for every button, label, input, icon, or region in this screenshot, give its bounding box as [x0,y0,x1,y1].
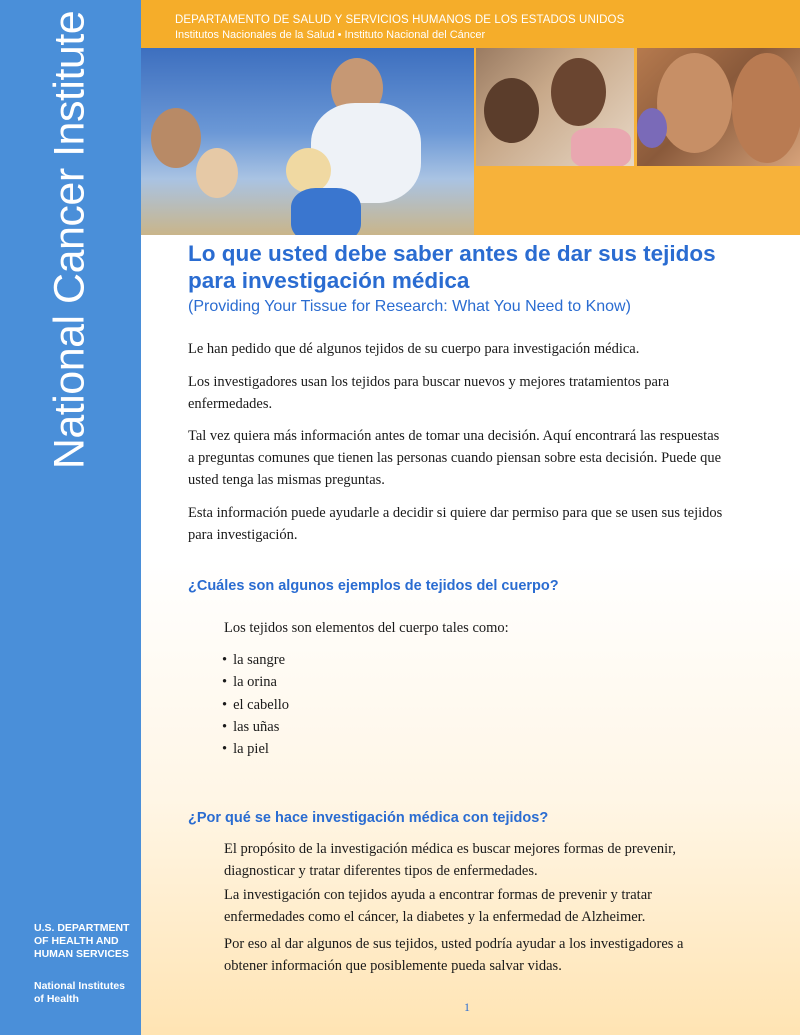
section-heading-why-research: ¿Por qué se hace investigación médica con tejidos? [188,810,549,826]
intro-paragraph: Tal vez quiera más información antes de tomar una decisión. Aquí encontrará las respuestas a preguntas comunes que tienen las personas cuando piensan sobre esta decisión. Puede que usted tenga las mismas preguntas. [188,428,722,488]
girls-photo [637,48,800,166]
list-item: • la piel [222,738,289,760]
research-paragraph: Por eso al dar algunos de sus tejidos, usted podría ayudar a los investigadores a obtener información que posiblemente pueda salvar vidas. [224,936,684,974]
header-band [141,0,800,48]
page-title: Lo que usted debe saber antes de dar sus tejidos para investigación médica [188,241,716,293]
list-item: • la sangre [222,649,289,671]
intro-paragraph: Los investigadores usan los tejidos para buscar nuevos y mejores tratamientos para enfermedades. [188,374,670,412]
page-subtitle: (Providing Your Tissue for Research: What You Need to Know) [188,298,631,315]
list-item: • el cabello [222,694,289,716]
photo-band [141,48,800,235]
list-item: • las uñas [222,716,289,738]
nih-label: National Institutes of Health [34,980,126,1005]
intro-paragraph: Le han pedido que dé algunos tejidos de su cuerpo para investigación médica. [188,341,640,357]
list-item: • la orina [222,671,289,693]
intro-paragraph: Esta información puede ayudarle a decidir si quiere dar permiso para que se usen sus tejidos para investigación. [188,505,723,543]
research-paragraph: El propósito de la investigación médica es buscar mejores formas de prevenir, diagnosticar y tratar diferentes tipos de enfermedades. [224,841,676,879]
tissue-lead: Los tejidos son elementos del cuerpo tales como: [224,620,509,636]
page-number: 1 [464,1000,470,1014]
sidebar [0,0,141,1035]
hhs-label: U.S. DEPARTMENT OF HEALTH AND HUMAN SERVICES [34,922,130,960]
family-photo [141,48,474,235]
elders-photo [476,48,634,166]
research-paragraph: La investigación con tejidos ayuda a encontrar formas de prevenir y tratar enfermedades como el cáncer, la diabetes y la enfermedad de Alzheimer. [224,887,652,925]
section-heading-tissue-examples: ¿Cuáles son algunos ejemplos de tejidos del cuerpo? [188,578,559,594]
nci-brand-vertical: National Cancer Institute [45,10,94,470]
header-department: DEPARTAMENTO DE SALUD Y SERVICIOS HUMANOS DE LOS ESTADOS UNIDOS [175,14,625,26]
tissue-list [222,649,289,760]
header-institutes: Institutos Nacionales de la Salud • Instituto Nacional del Cáncer [175,29,486,41]
